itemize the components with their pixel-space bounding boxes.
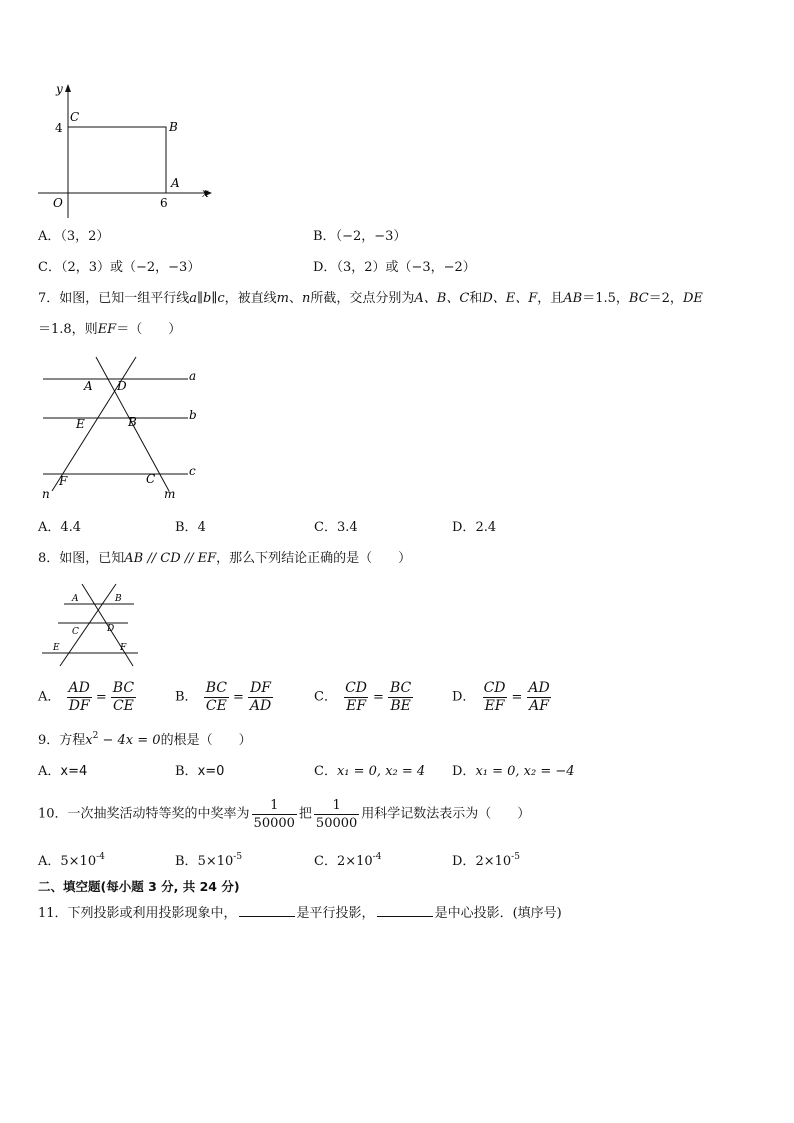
option-letter: D．	[452, 854, 476, 869]
label-b: b	[189, 408, 197, 422]
q10-text: 把	[298, 806, 312, 822]
option-text: x=0	[197, 764, 225, 779]
option-base: 2×10	[475, 854, 512, 869]
option-letter: B．	[175, 854, 198, 869]
y-label: y	[56, 82, 63, 96]
q7-line-n: n	[302, 291, 311, 306]
q9-option-a[interactable]	[38, 763, 87, 781]
label-C: C	[146, 472, 156, 486]
q9-stem	[38, 727, 252, 750]
fraction	[482, 680, 508, 715]
tick-4-label: 4	[55, 121, 63, 135]
denominator: EF	[346, 698, 367, 714]
fraction	[204, 680, 229, 715]
denominator: AD	[249, 698, 272, 714]
q7-option-b[interactable]	[175, 519, 206, 537]
denominator: 50000	[253, 816, 295, 831]
q6-option-a[interactable]	[38, 228, 109, 246]
denominator: EF	[484, 698, 505, 714]
denominator: BE	[390, 698, 411, 714]
equals-sign: =	[373, 689, 384, 705]
fraction	[252, 797, 297, 832]
q7-text: 和	[469, 291, 483, 306]
q8-option-b[interactable]	[175, 680, 275, 715]
option-text: 2.4	[475, 520, 497, 535]
option-letter: D．	[452, 689, 476, 705]
label-F: F	[120, 643, 127, 653]
q7-segment: DE	[682, 291, 703, 306]
q6-option-c[interactable]	[38, 259, 200, 277]
q8-condition: AB // CD // EF	[124, 551, 217, 566]
numerator: 1	[332, 798, 341, 813]
numerator: DF	[250, 680, 272, 696]
label-C: C	[72, 627, 79, 637]
answer-blank-2[interactable]	[377, 904, 433, 917]
denominator: CE	[112, 698, 134, 714]
q9-text: 的根是（ ）	[160, 733, 252, 748]
option-letter: B．	[175, 764, 198, 779]
option-base: 5×10	[197, 854, 234, 869]
option-text: （−2，−3）	[335, 229, 407, 244]
q9-option-d[interactable]	[452, 763, 575, 781]
q7-text: ＝2，	[648, 291, 683, 306]
x-label: x	[202, 186, 209, 200]
answer-blank-1[interactable]	[239, 904, 295, 917]
q7-text: ，被直线	[224, 291, 277, 306]
option-text: 4.4	[60, 520, 82, 535]
numerator: 1	[270, 798, 279, 813]
option-text: （3，2）或（−3，−2）	[336, 260, 476, 275]
q7-option-d[interactable]	[452, 519, 496, 537]
q7-stem-line1	[38, 290, 703, 308]
numerator: BC	[389, 680, 412, 696]
fraction	[248, 680, 273, 715]
option-text: 4	[197, 520, 206, 535]
q7-text: 7．如图，已知一组平行线	[38, 291, 190, 306]
q9-equation-rest: − 4x = 0	[98, 733, 161, 748]
option-letter: D．	[452, 764, 476, 779]
label-a: a	[189, 369, 197, 383]
option-letter: D．	[313, 260, 337, 275]
q10-option-c[interactable]	[314, 848, 381, 871]
fraction	[111, 680, 136, 715]
origin-label: O	[53, 196, 63, 210]
fraction	[67, 680, 92, 715]
numerator: AD	[68, 680, 90, 696]
q11-text: 是中心投影．(填序号)	[434, 906, 562, 921]
option-text: x₁ = 0, x₂ = −4	[475, 764, 575, 779]
option-text: x=4	[60, 764, 88, 779]
label-E: E	[53, 643, 60, 653]
rectangle-OABC	[68, 127, 166, 193]
q7-text: ＝1.5，	[582, 291, 629, 306]
option-base: 2×10	[336, 854, 373, 869]
q7-text: 所截，交点分别为	[310, 291, 415, 306]
option-letter: B．	[175, 520, 198, 535]
tick-6-label: 6	[160, 196, 168, 210]
option-letter: C．	[314, 854, 337, 869]
q11-text: 是平行投影，	[296, 906, 375, 921]
denominator: CE	[205, 698, 227, 714]
label-D: D	[107, 624, 115, 634]
crossing-lines-figure	[38, 580, 148, 670]
q9-option-b[interactable]	[175, 763, 224, 781]
q7-text: ，且	[537, 291, 564, 306]
option-letter: A．	[38, 689, 61, 705]
equals-sign: =	[95, 689, 107, 705]
q10-text: 10．一次抽奖活动特等奖的中奖率为	[38, 806, 250, 822]
q7-points: A、B、C	[414, 291, 470, 306]
q8-text: 8．如图，已知	[38, 551, 125, 566]
q7-option-c[interactable]	[314, 519, 358, 537]
q7-text: ＝（ ）	[116, 322, 182, 337]
numerator: BC	[112, 680, 135, 696]
label-A: A	[72, 594, 79, 604]
numerator: CD	[483, 680, 506, 696]
point-c-label: C	[70, 110, 80, 124]
option-letter: A．	[38, 229, 61, 244]
q7-text: ＝1.8，则	[38, 322, 98, 337]
section-title: 二、填空题(每小题 3 分, 共 24 分)	[38, 879, 240, 894]
option-exponent: -5	[511, 852, 520, 862]
option-text: （3，2）	[60, 229, 110, 244]
fraction	[526, 680, 551, 715]
denominator: AF	[529, 698, 549, 714]
q9-equation-exponent: 2	[92, 731, 99, 741]
q10-option-a[interactable]	[38, 848, 105, 871]
line-n	[52, 357, 136, 491]
q7-stem-line2	[38, 321, 181, 339]
q10-stem	[38, 797, 530, 832]
option-letter: C．	[314, 689, 337, 705]
numerator: AD	[528, 680, 550, 696]
option-letter: D．	[452, 520, 476, 535]
numerator: CD	[345, 680, 368, 696]
q9-equation-var: x	[85, 733, 93, 748]
q7-line-m: m	[276, 291, 289, 306]
q8-option-d[interactable]	[452, 680, 554, 715]
option-letter: B．	[313, 229, 336, 244]
option-text: （2，3）或（−2，−3）	[60, 260, 201, 275]
label-B: B	[115, 594, 122, 604]
denominator: DF	[68, 698, 90, 714]
label-c: c	[189, 464, 196, 478]
label-A: A	[84, 379, 93, 393]
option-letter: A．	[38, 854, 61, 869]
q10-option-b[interactable]	[175, 848, 242, 871]
option-text: 3.4	[336, 520, 358, 535]
equals-sign: =	[511, 689, 523, 705]
q7-segment: BC	[628, 291, 649, 306]
denominator: 50000	[315, 816, 358, 831]
option-exponent: -5	[233, 852, 243, 862]
q7-segment: AB	[563, 291, 583, 306]
point-b-label: B	[169, 120, 178, 134]
q7-points: D、E、F	[482, 291, 538, 306]
coordinate-figure	[30, 78, 220, 218]
option-letter: B．	[175, 689, 198, 705]
q6-option-d[interactable]	[313, 259, 476, 277]
option-letter: C．	[38, 260, 61, 275]
label-E: E	[76, 417, 85, 431]
label-B: B	[128, 415, 137, 429]
label-D: D	[117, 379, 127, 393]
label-m: m	[164, 487, 176, 501]
option-letter: C．	[314, 764, 337, 779]
label-F: F	[59, 474, 68, 488]
q10-text: 用科学记数法表示为（ ）	[361, 806, 531, 822]
fraction	[343, 680, 369, 715]
q11-text: 11．下列投影或利用投影现象中，	[38, 906, 237, 921]
option-base: 5×10	[60, 854, 97, 869]
option-letter: A．	[38, 764, 61, 779]
option-letter: A．	[38, 520, 61, 535]
numerator: BC	[205, 680, 227, 696]
q7-parallel: a∥b∥c	[189, 291, 225, 306]
option-exponent: -4	[372, 852, 382, 862]
y-axis-arrow	[65, 84, 71, 92]
point-a-label: A	[171, 176, 180, 190]
label-n: n	[42, 487, 50, 501]
q6-option-b[interactable]	[313, 228, 406, 246]
fraction	[314, 797, 359, 832]
option-text: x₁ = 0, x₂ = 4	[336, 764, 426, 779]
equals-sign: =	[232, 689, 244, 705]
q7-text: 、	[289, 291, 303, 306]
q7-segment: EF	[97, 322, 117, 337]
q9-text: 9．方程	[38, 733, 86, 748]
q8-option-c[interactable]	[314, 680, 415, 715]
option-exponent: -4	[96, 852, 105, 862]
q7-option-a[interactable]	[38, 519, 81, 537]
option-letter: C．	[314, 520, 337, 535]
parallel-lines-figure	[36, 355, 211, 505]
q9-option-c[interactable]	[314, 763, 425, 781]
fraction	[388, 680, 413, 715]
q10-option-d[interactable]	[452, 848, 520, 871]
q11-stem	[38, 904, 562, 923]
q8-option-a[interactable]	[38, 680, 138, 715]
q8-stem	[38, 550, 411, 568]
q8-text: ，那么下列结论正确的是（ ）	[216, 551, 412, 566]
